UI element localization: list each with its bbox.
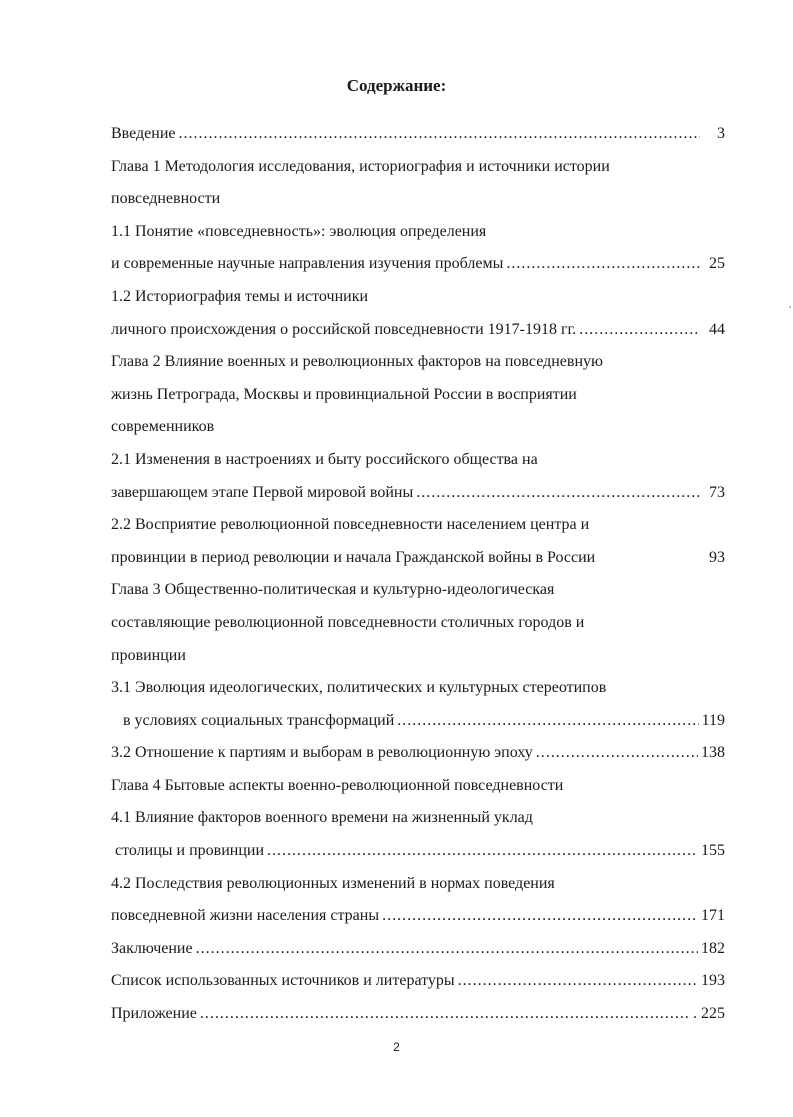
toc-entry-page: 182 xyxy=(701,939,725,957)
toc-leader-dots xyxy=(200,998,690,1031)
toc-entry-page: 171 xyxy=(701,907,725,925)
toc-entry-page: . 225 xyxy=(693,1005,725,1023)
toc-leader-dots xyxy=(267,835,698,868)
toc-entry-text: 3.2 Отношение к партиям и выборам в революционную эпоху xyxy=(111,744,533,762)
toc-entry-text: и современные научные направления изучения проблемы xyxy=(111,255,504,273)
toc-chapter-1-heading-cont: повседневности xyxy=(111,190,221,208)
toc-chapter-4-heading: Глава 4 Бытовые аспекты военно-революционной повседневности xyxy=(111,776,564,794)
toc-leader-dots xyxy=(179,118,701,151)
toc-entry-page: 138 xyxy=(701,744,725,762)
toc-entry-text: личного происхождения о российской повседневности 1917-1918 гг. xyxy=(111,320,577,338)
toc-entry-text: Введение xyxy=(111,125,176,142)
toc-chapter-2-heading-cont: жизнь Петрограда, Москвы и провинциальной России в восприятии xyxy=(111,385,577,403)
toc-section-1-2-cont xyxy=(111,314,725,347)
toc-chapter-2-heading: Глава 2 Влияние военных и революционных факторов на повседневную xyxy=(111,353,603,371)
toc-leader-dots xyxy=(196,933,698,966)
toc-section-4-2-cont xyxy=(111,900,725,933)
toc-chapter-2-heading-cont: современников xyxy=(111,418,215,436)
toc-chapter-1-heading: Глава 1 Методология исследования, историография и источники истории xyxy=(111,157,610,175)
table-of-contents xyxy=(111,118,725,1031)
toc-section-1-1: 1.1 Понятие «повседневность»: эволюция определения xyxy=(111,222,487,240)
toc-leader-dots xyxy=(397,705,698,738)
toc-chapter-3-heading: Глава 3 Общественно-политическая и культурно-идеологическая xyxy=(111,581,555,599)
toc-section-2-1: 2.1 Изменения в настроениях и быту российского общества на xyxy=(111,450,538,468)
toc-entry-text: повседневной жизни населения страны xyxy=(111,907,380,925)
toc-leader-dots xyxy=(536,737,698,770)
page-title: Содержание: xyxy=(346,76,447,95)
toc-section-4-1-cont xyxy=(111,835,725,868)
toc-entry-text: провинции в период революции и начала Гражданской войны в России xyxy=(111,548,596,566)
toc-leader-dots xyxy=(579,314,700,347)
toc-section-3-1: 3.1 Эволюция идеологических, политических и культурных стереотипов xyxy=(111,679,607,697)
toc-entry-page: 25 xyxy=(709,255,725,273)
toc-entry-text: Приложение xyxy=(111,1005,197,1023)
toc-entry-page: 73 xyxy=(709,483,725,501)
toc-leader-dots xyxy=(382,900,698,933)
toc-entry-conclusion xyxy=(111,933,725,966)
toc-section-3-1-cont xyxy=(111,705,725,738)
toc-entry-text: в условиях социальных трансформаций xyxy=(123,711,395,729)
page-number: 2 xyxy=(393,1040,400,1054)
toc-entry-page: 44 xyxy=(709,320,725,338)
toc-entry-bibliography xyxy=(111,965,725,998)
toc-section-2-2: 2.2 Восприятие революционной повседневности населением центра и xyxy=(111,516,590,534)
toc-section-2-1-cont xyxy=(111,477,725,510)
toc-entry-text: Список использованных источников и литературы xyxy=(111,972,455,990)
toc-section-4-1: 4.1 Влияние факторов военного времени на жизненный уклад xyxy=(111,809,533,827)
toc-entry-page: 155 xyxy=(701,842,725,860)
toc-chapter-3-heading-cont: составляющие революционной повседневности столичных городов и xyxy=(111,613,585,631)
toc-section-2-2-cont xyxy=(111,542,725,575)
toc-section-1-2: 1.2 Историография темы и источники xyxy=(111,287,369,305)
toc-entry-text: Заключение xyxy=(111,939,193,957)
toc-entry-page: 3 xyxy=(717,125,725,142)
toc-section-4-2: 4.2 Последствия революционных изменений в нормах поведения xyxy=(111,874,555,892)
toc-leader-dots xyxy=(506,248,700,281)
toc-section-3-2 xyxy=(111,737,725,770)
toc-entry-text: завершающем этапе Первой мировой войны xyxy=(111,483,414,501)
toc-leader-dots xyxy=(416,477,700,510)
toc-entry-introduction xyxy=(111,118,725,151)
toc-entry-page: 119 xyxy=(701,711,725,729)
toc-chapter-3-heading-cont: провинции xyxy=(111,646,186,664)
toc-entry-page: 93 xyxy=(709,548,725,566)
margin-mark: ' xyxy=(789,305,791,316)
toc-section-1-1-cont xyxy=(111,248,725,281)
toc-entry-text: столицы и провинции xyxy=(115,842,265,860)
toc-entry-appendix xyxy=(111,998,725,1031)
toc-entry-page: 193 xyxy=(701,972,725,990)
toc-leader-dots xyxy=(458,965,698,998)
